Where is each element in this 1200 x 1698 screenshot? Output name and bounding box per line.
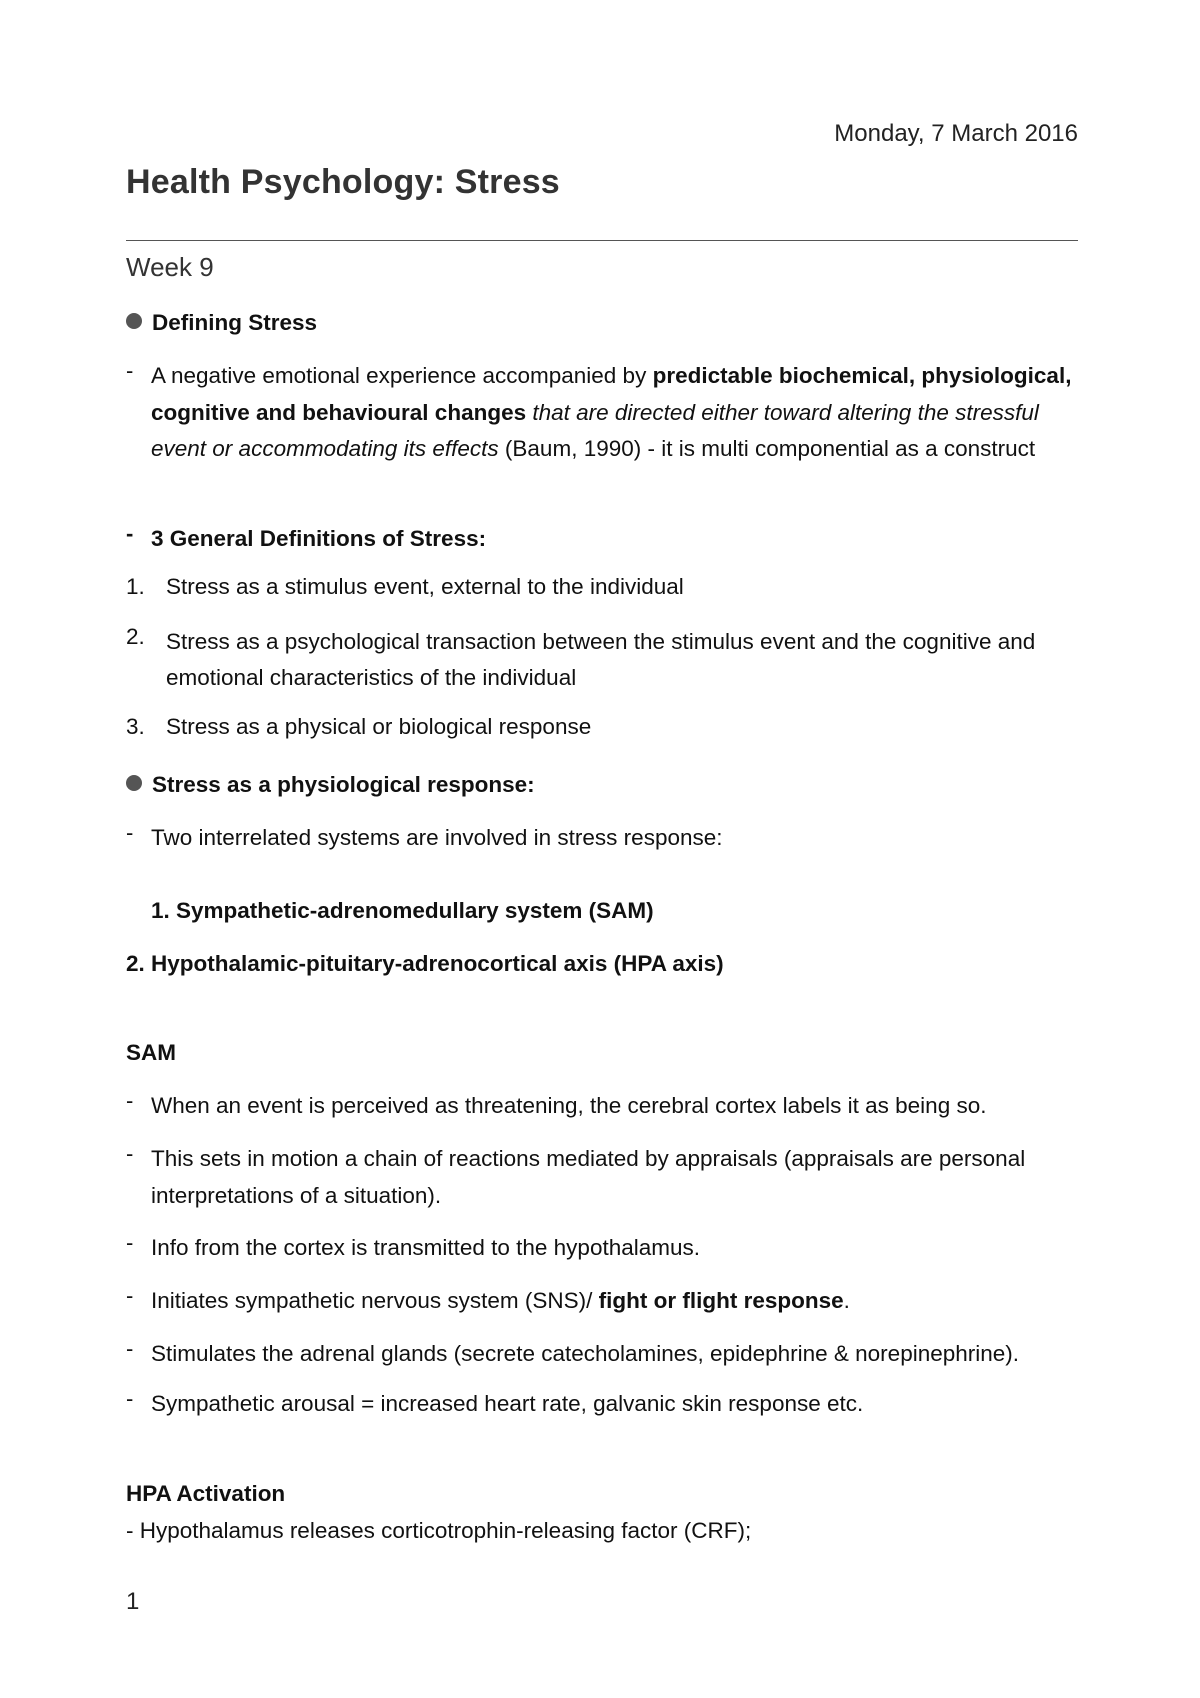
list-number: 3.: [126, 714, 145, 739]
sam-item: Info from the cortex is transmitted to the hypothalamus.: [151, 1235, 701, 1260]
week-label: Week 9: [126, 252, 214, 282]
bullet-icon: [126, 313, 142, 329]
list-item: Stress as a stimulus event, external to the individual: [166, 574, 684, 599]
dash-marker: -: [126, 1386, 134, 1411]
section-heading-physiological-response: Stress as a physiological response:: [126, 767, 535, 803]
page-number: 1: [126, 1588, 140, 1615]
sam-heading: SAM: [126, 1040, 176, 1065]
list-number: 2.: [126, 624, 145, 649]
title-divider: [126, 240, 1078, 241]
systems-intro: Two interrelated systems are involved in stress response:: [151, 825, 723, 850]
general-definitions-heading: 3 General Definitions of Stress:: [151, 526, 487, 551]
sam-item: This sets in motion a chain of reactions mediated by appraisals (appraisals are personal interpretations of a situation).: [151, 1146, 1026, 1208]
system-hpa: 2. Hypothalamic-pituitary-adrenocortical axis (HPA axis): [126, 951, 724, 976]
section-heading-defining-stress: Defining Stress: [126, 305, 317, 341]
dash-marker: -: [126, 1088, 134, 1113]
dash-marker: -: [126, 521, 134, 546]
dash-marker: -: [126, 1230, 134, 1255]
dash-marker: -: [126, 1141, 134, 1166]
hpa-heading: HPA Activation: [126, 1481, 286, 1506]
dash-marker: -: [126, 820, 134, 845]
dash-marker: -: [126, 1336, 134, 1361]
dash-marker: -: [126, 358, 134, 383]
sam-item: Stimulates the adrenal glands (secrete catecholamines, epidephrine & norepinephrine).: [151, 1341, 1020, 1366]
stress-definition-paragraph: A negative emotional experience accompanied by predictable biochemical, physiological, cognitive and behavioural changes that are directed either toward altering the stressful event or accommodating its effects (Baum, 1990) - it is multi componential as a construct: [151, 363, 1072, 461]
dash-marker: -: [126, 1283, 134, 1308]
list-item: Stress as a physical or biological response: [166, 714, 592, 739]
system-sam: 1. Sympathetic-adrenomedullary system (SAM): [151, 898, 654, 923]
list-number: 1.: [126, 574, 145, 599]
sam-item: When an event is perceived as threatening, the cerebral cortex labels it as being so.: [151, 1093, 987, 1118]
bullet-icon: [126, 775, 142, 791]
hpa-line: - Hypothalamus releases corticotrophin-releasing factor (CRF);: [126, 1518, 752, 1543]
sam-item: Sympathetic arousal = increased heart rate, galvanic skin response etc.: [151, 1391, 864, 1416]
sam-item: Initiates sympathetic nervous system (SNS)/ fight or flight response.: [151, 1288, 850, 1313]
page-title: Health Psychology: Stress: [126, 163, 560, 201]
list-item: Stress as a psychological transaction between the stimulus event and the cognitive and emotional characteristics of the individual: [166, 629, 1036, 690]
document-date: Monday, 7 March 2016: [834, 120, 1078, 147]
